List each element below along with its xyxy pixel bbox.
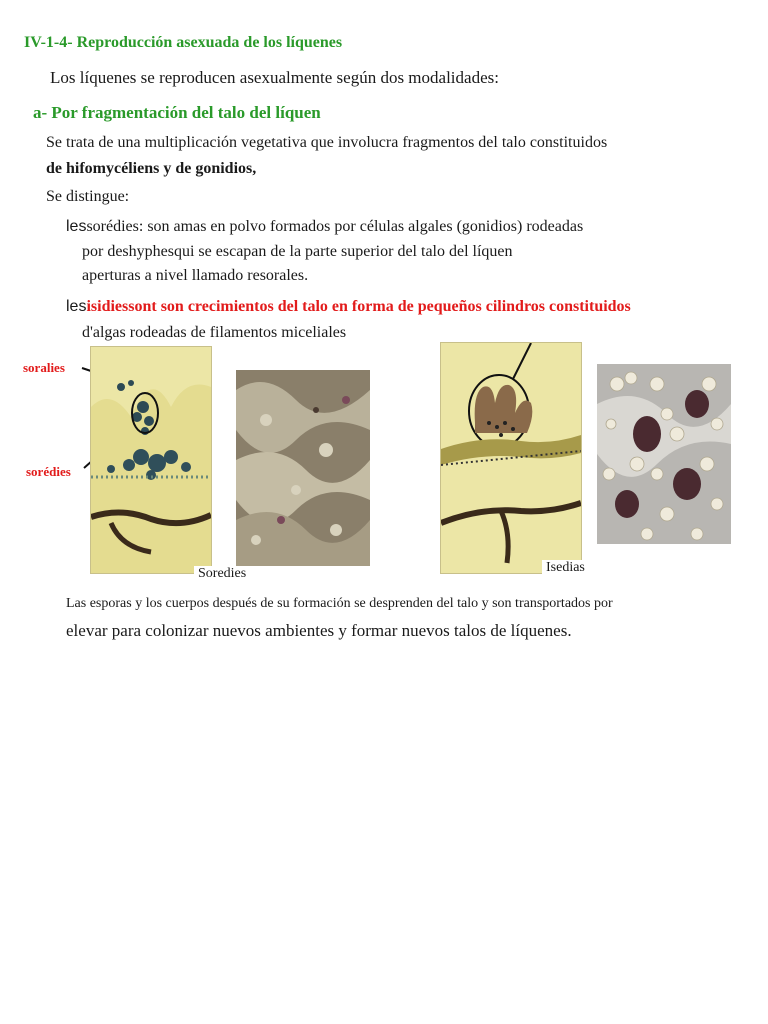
isidia-micrograph-image [440,342,582,574]
list-item-continuation: por deshyphesqui se escapan de la parte superior del talo del líquen [82,243,513,260]
list-marker: les [66,298,87,315]
list-item-soredies [66,218,583,236]
label-soredies: sorédies [26,464,71,479]
paragraph-line: Se trata de una multiplicación vegetativa que involucra fragmentos del talo constituidos [46,134,608,151]
list-marker: les [66,218,87,235]
soredia-photo-image [236,370,370,566]
list-item-text: sorédies: son amas en polvo formados por células algales (gonidios) rodeadas [86,218,584,235]
list-item-highlight: isidiessont son crecimientos del talo en forma de pequeños cilindros constituidos [86,298,631,315]
paragraph-line: Se distingue: [46,188,130,205]
caption-isedias: Isedias [542,560,589,576]
label-soralies: soralies [23,360,65,375]
paragraph-bold-line: de hifomycéliens y de gonidios, [46,160,257,177]
list-item-continuation: d'algas rodeadas de filamentos miceliales [82,324,347,341]
closing-line: Las esporas y los cuerpos después de su formación se desprenden del talo y son transportados por [66,596,613,611]
isidia-photo-image [597,364,731,544]
list-item-continuation: aperturas a nivel llamado resorales. [82,267,309,284]
section-heading: IV-1-4- Reproducción asexuada de los líquenes [24,34,343,51]
subsection-heading: a- Por fragmentación del talo del líquen [33,103,321,122]
caption-soredies: Soredies [194,566,250,582]
closing-line: elevar para colonizar nuevos ambientes y formar nuevos talos de líquenes. [66,621,572,640]
list-item-isidies [66,298,631,316]
soredia-micrograph-image [90,346,212,574]
intro-text: Los líquenes se reproducen asexualmente según dos modalidades: [50,68,499,87]
